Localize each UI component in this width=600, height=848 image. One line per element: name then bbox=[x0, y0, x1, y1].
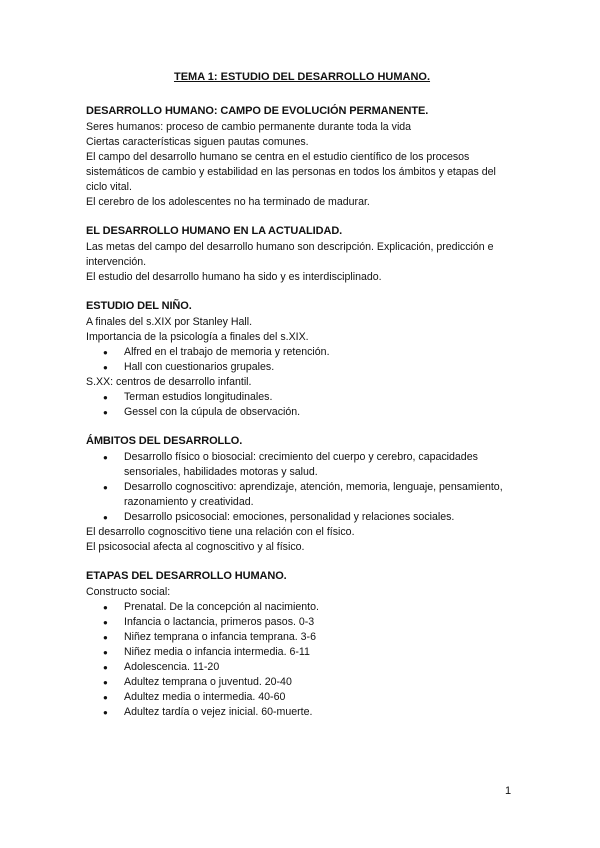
list-item: ● Adultez temprana o juventud. 20-40 bbox=[124, 675, 518, 690]
list-item: ● Desarrollo psicosocial: emociones, personalidad y relaciones sociales. bbox=[124, 510, 518, 525]
paragraph: El psicosocial afecta al cognoscitivo y al físico. bbox=[86, 541, 305, 553]
section-heading: DESARROLLO HUMANO: CAMPO DE EVOLUCIÓN PERMANENTE. bbox=[86, 105, 429, 117]
paragraph: Ciertas características siguen pautas comunes. bbox=[86, 136, 309, 148]
paragraph: Constructo social: bbox=[86, 586, 171, 598]
paragraph: Las metas del campo del desarrollo humano son descripción. Explicación, predicción e intervención. bbox=[86, 241, 494, 268]
paragraph: S.XX: centros de desarrollo infantil. bbox=[86, 376, 252, 388]
bullet-list bbox=[86, 345, 518, 375]
bullet-list bbox=[86, 390, 518, 420]
list-item: ● Terman estudios longitudinales. bbox=[124, 390, 518, 405]
section-heading: ETAPAS DEL DESARROLLO HUMANO. bbox=[86, 570, 287, 582]
paragraph: El desarrollo cognoscitivo tiene una relación con el físico. bbox=[86, 526, 355, 538]
section-actualidad bbox=[86, 224, 518, 285]
list-item: ● Alfred en el trabajo de memoria y retención. bbox=[124, 345, 518, 360]
section-estudio-nino bbox=[86, 299, 518, 420]
section-heading: ESTUDIO DEL NIÑO. bbox=[86, 300, 192, 312]
list-item: ● Adultez media o intermedia. 40-60 bbox=[124, 690, 518, 705]
list-item: ● Gessel con la cúpula de observación. bbox=[124, 405, 518, 420]
section-heading: ÁMBITOS DEL DESARROLLO. bbox=[86, 435, 243, 447]
section-etapas bbox=[86, 569, 518, 720]
paragraph: Importancia de la psicología a finales del s.XIX. bbox=[86, 331, 309, 343]
list-item: ● Infancia o lactancia, primeros pasos. 0-3 bbox=[124, 615, 518, 630]
list-item: ● Niñez media o infancia intermedia. 6-11 bbox=[124, 645, 518, 660]
list-item: ● Niñez temprana o infancia temprana. 3-6 bbox=[124, 630, 518, 645]
list-item: ● Desarrollo cognoscitivo: aprendizaje, atención, memoria, lenguaje, pensamiento, razonamiento y creatividad. bbox=[124, 480, 518, 510]
paragraph: El campo del desarrollo humano se centra en el estudio científico de los procesos sistemáticos de cambio y estabilidad en las personas en todos los ámbitos y etapas del ciclo vital. bbox=[86, 151, 496, 193]
page-number: 1 bbox=[505, 785, 512, 797]
list-item: ● Adolescencia. 11-20 bbox=[124, 660, 518, 675]
paragraph: A finales del s.XIX por Stanley Hall. bbox=[86, 316, 253, 328]
list-item: ● Adultez tardía o vejez inicial. 60-muerte. bbox=[124, 705, 518, 720]
list-item: ● Hall con cuestionarios grupales. bbox=[124, 360, 518, 375]
section-desarrollo-humano bbox=[86, 104, 518, 210]
bullet-list bbox=[86, 450, 518, 525]
paragraph: El cerebro de los adolescentes no ha terminado de madurar. bbox=[86, 196, 370, 208]
list-item: ● Desarrollo físico o biosocial: crecimiento del cuerpo y cerebro, capacidades sensoriales, habilidades motoras y salud. bbox=[124, 450, 518, 480]
section-heading: EL DESARROLLO HUMANO EN LA ACTUALIDAD. bbox=[86, 225, 343, 237]
section-ambitos bbox=[86, 434, 518, 555]
paragraph: El estudio del desarrollo humano ha sido y es interdisciplinado. bbox=[86, 271, 382, 283]
document-body bbox=[86, 70, 518, 734]
list-item: ● Prenatal. De la concepción al nacimiento. bbox=[124, 600, 518, 615]
document-title: TEMA 1: ESTUDIO DEL DESARROLLO HUMANO. bbox=[173, 71, 431, 83]
paragraph: Seres humanos: proceso de cambio permanente durante toda la vida bbox=[86, 121, 412, 133]
bullet-list bbox=[86, 600, 518, 720]
